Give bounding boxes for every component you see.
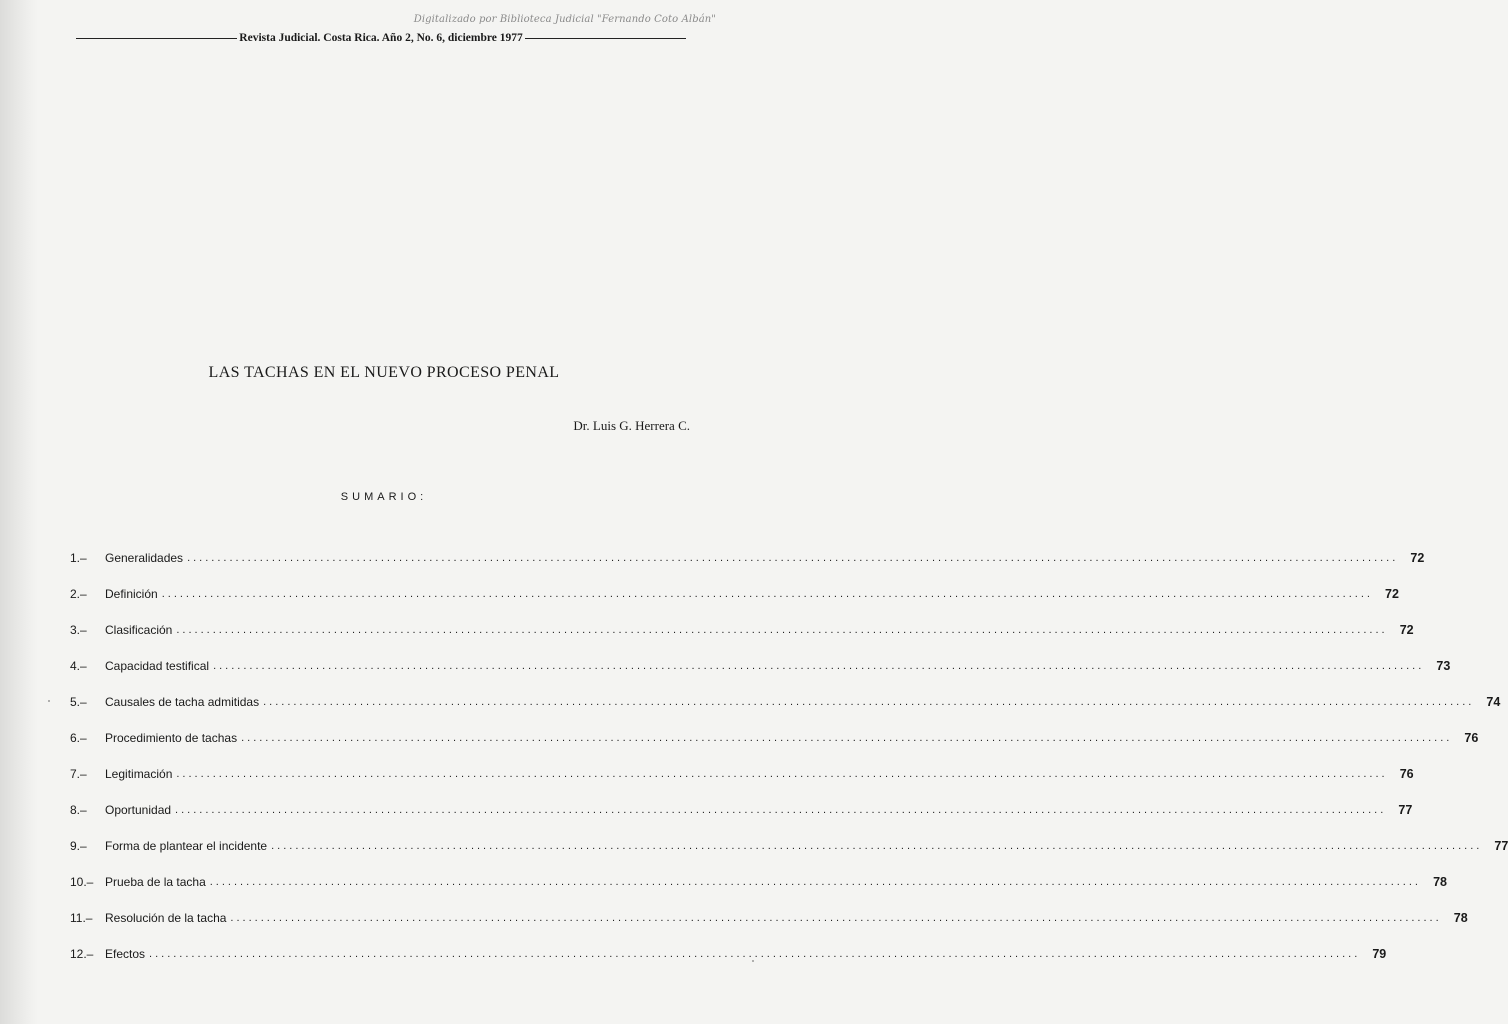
toc-entry-label: Prueba de la tacha (105, 875, 206, 889)
toc-entry-number: 7.– (70, 767, 87, 781)
toc-entry-page: 78 (1453, 911, 1468, 925)
toc-dot-leader: ........................................................................................................................................................................................................ (241, 732, 1453, 744)
toc-entry-label: Oportunidad (105, 803, 172, 817)
digitization-watermark: Digitalizado por Biblioteca Judicial "Fernando Coto Albán" (413, 14, 716, 25)
toc-dot-leader: ........................................................................................................................................................................................................ (209, 876, 1421, 888)
toc-entry-number: 12.– (70, 947, 94, 961)
toc-entry-number: 1.– (70, 551, 87, 565)
scan-left-shadow (0, 0, 38, 1024)
journal-header-text: Revista Judicial. Costa Rica. Año 2, No. 6, diciembre 1977 (239, 32, 523, 44)
toc-entry-label: Legitimación (105, 767, 173, 781)
toc-dot-leader: ........................................................................................................................................................................................................ (213, 660, 1425, 672)
toc-entry (70, 936, 1387, 972)
header-rule-left (76, 38, 237, 39)
toc-entry-label: Capacidad testifical (105, 659, 210, 673)
toc-dot-leader: ........................................................................................................................................................................................................ (176, 768, 1388, 780)
toc-entry-label: Clasificación (105, 623, 173, 637)
toc-dot-leader: ........................................................................................................................................................................................................ (230, 912, 1442, 924)
article-author: Dr. Luis G. Herrera C. (573, 418, 690, 433)
table-of-contents (70, 540, 1508, 972)
toc-entry-label: Efectos (105, 947, 146, 961)
toc-entry-label: Forma de plantear el incidente (105, 839, 268, 853)
toc-entry-label: Procedimiento de tachas (105, 731, 238, 745)
toc-entry-label: Causales de tacha admitidas (105, 695, 260, 709)
toc-dot-leader: ........................................................................................................................................................................................................ (149, 948, 1361, 960)
toc-entry-number: 2.– (70, 587, 87, 601)
journal-header (76, 30, 686, 46)
toc-dot-leader: ........................................................................................................................................................................................................ (187, 552, 1399, 564)
toc-entry (70, 720, 1479, 756)
toc-entry-page: 76 (1464, 731, 1479, 745)
toc-entry (70, 900, 1468, 936)
toc-entry (70, 756, 1414, 792)
toc-entry (70, 684, 1501, 720)
toc-entry-page: 72 (1410, 551, 1425, 565)
toc-entry (70, 864, 1447, 900)
toc-entry-page: 74 (1486, 695, 1501, 709)
toc-dot-leader: ........................................................................................................................................................................................................ (271, 840, 1483, 852)
sumario-heading: SUMARIO: (340, 491, 428, 503)
toc-entry (70, 540, 1425, 576)
toc-entry (70, 792, 1413, 828)
toc-entry-page: 76 (1399, 767, 1414, 781)
toc-entry-number: 3.– (70, 623, 87, 637)
toc-entry-label: Definición (105, 587, 158, 601)
toc-entry-page: 73 (1436, 659, 1451, 673)
toc-dot-leader: ........................................................................................................................................................................................................ (176, 624, 1388, 636)
toc-entry-page: 77 (1398, 803, 1413, 817)
scan-speck (752, 960, 754, 962)
toc-entry-number: 4.– (70, 659, 87, 673)
toc-entry (70, 576, 1399, 612)
toc-entry-number: 11.– (70, 911, 93, 925)
toc-entry-label: Resolución de la tacha (105, 911, 227, 925)
toc-entry (70, 612, 1414, 648)
toc-entry-label: Generalidades (105, 551, 184, 565)
toc-entry-page: 77 (1494, 839, 1508, 853)
toc-entry-page: 78 (1433, 875, 1447, 889)
toc-entry-page: 72 (1385, 587, 1399, 601)
toc-dot-leader: ........................................................................................................................................................................................................ (161, 588, 1373, 600)
toc-entry (70, 648, 1451, 684)
toc-dot-leader: ........................................................................................................................................................................................................ (263, 696, 1475, 708)
header-rule-right (525, 38, 686, 39)
toc-entry-number: 9.– (70, 839, 87, 853)
toc-entry-number: 8.– (70, 803, 87, 817)
toc-dot-leader: ........................................................................................................................................................................................................ (175, 804, 1387, 816)
toc-entry-number: 6.– (70, 731, 87, 745)
toc-entry-number: 10.– (70, 875, 94, 889)
toc-entry-page: 79 (1372, 947, 1387, 961)
scan-speck (48, 700, 50, 702)
toc-entry (70, 828, 1508, 864)
toc-entry-number: 5.– (70, 695, 87, 709)
toc-entry-page: 72 (1399, 623, 1414, 637)
article-title: LAS TACHAS EN EL NUEVO PROCESO PENAL (208, 364, 560, 381)
